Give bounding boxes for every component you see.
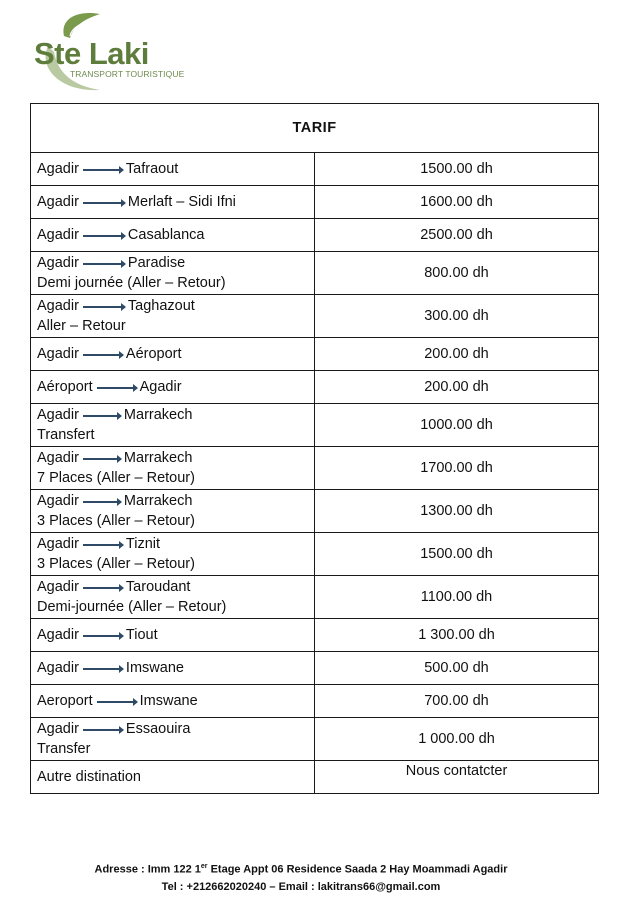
table-row: [31, 652, 599, 685]
route-cell: [31, 404, 315, 447]
arrow-right-icon: [83, 544, 123, 546]
route-to: Casablanca: [127, 227, 205, 243]
route-line: [37, 534, 308, 554]
table-row: [31, 186, 599, 219]
price-cell: 1600.00 dh: [315, 186, 599, 219]
route-line: [37, 719, 308, 739]
table-row: [31, 761, 599, 794]
route-from: Agadir: [37, 227, 79, 243]
route-cell: [31, 153, 315, 186]
arrow-right-icon: [83, 202, 125, 204]
route-line: [37, 448, 308, 468]
table-row: [31, 685, 599, 718]
logo-name: Ste Laki: [34, 36, 149, 71]
price-cell: 200.00 dh: [315, 338, 599, 371]
route-to: Tiznit: [125, 536, 161, 552]
arrow-right-icon: [83, 668, 123, 670]
table-row: [31, 619, 599, 652]
route-to: Aéroport: [125, 346, 182, 362]
route-note: 3 Places (Aller – Retour): [37, 556, 195, 572]
route-from: Agadir: [37, 255, 79, 271]
route-to: Taghazout: [127, 298, 195, 314]
route-to: Imswane: [139, 693, 198, 709]
route-line: [37, 296, 308, 316]
route-line: [37, 625, 308, 645]
footer-address: [0, 858, 602, 879]
route-line: [37, 159, 308, 179]
price-cell: 2500.00 dh: [315, 219, 599, 252]
route-note: Aller – Retour: [37, 318, 126, 334]
route-cell: [31, 718, 315, 761]
route-cell: [31, 252, 315, 295]
table-row: [31, 252, 599, 295]
route-from: Agadir: [37, 721, 79, 737]
table-row: [31, 533, 599, 576]
tariff-title: TARIF: [31, 104, 599, 153]
route-from: Agadir: [37, 579, 79, 595]
arrow-right-icon: [83, 354, 123, 356]
price-cell: 1300.00 dh: [315, 490, 599, 533]
company-logo: [30, 6, 200, 96]
route-cell: [31, 295, 315, 338]
table-row: [31, 490, 599, 533]
route-from: Agadir: [37, 346, 79, 362]
table-row: [31, 338, 599, 371]
price-cell: 1 000.00 dh: [315, 718, 599, 761]
route-line: [37, 491, 308, 511]
price-cell: 1500.00 dh: [315, 153, 599, 186]
arrow-right-icon: [83, 501, 121, 503]
table-row: [31, 404, 599, 447]
route-to: Taroudant: [125, 579, 191, 595]
route-line: [37, 225, 308, 245]
route-cell: [31, 685, 315, 718]
route-from: Agadir: [37, 536, 79, 552]
route-from: Aeroport: [37, 693, 93, 709]
route-note: 7 Places (Aller – Retour): [37, 470, 195, 486]
route-line: [37, 691, 308, 711]
footer-contact: Tel : +212662020240 – Email : lakitrans66@gmail.com: [161, 880, 441, 893]
route-to: Marrakech: [123, 450, 193, 466]
price-cell: 800.00 dh: [315, 252, 599, 295]
route-to: Marrakech: [123, 493, 193, 509]
table-row: [31, 447, 599, 490]
price-cell: 300.00 dh: [315, 295, 599, 338]
arrow-right-icon: [83, 635, 123, 637]
price-cell: 1 300.00 dh: [315, 619, 599, 652]
route-line: [37, 405, 308, 425]
route-line: [37, 377, 308, 397]
route-note: Demi journée (Aller – Retour): [37, 275, 226, 291]
route-to: Essaouira: [125, 721, 191, 737]
table-row: [31, 219, 599, 252]
arrow-right-icon: [83, 729, 123, 731]
route-note: Transfert: [37, 427, 95, 443]
route-to: Agadir: [139, 379, 182, 395]
route-cell: [31, 576, 315, 619]
price-cell: 500.00 dh: [315, 652, 599, 685]
route-to: Merlaft – Sidi Ifni: [127, 194, 236, 210]
route-cell: [31, 338, 315, 371]
route-cell: [31, 652, 315, 685]
price-cell: 1100.00 dh: [315, 576, 599, 619]
route-line: [37, 658, 308, 678]
footer-address-prefix: Adresse : Imm 122 1: [94, 863, 201, 876]
price-cell: 700.00 dh: [315, 685, 599, 718]
route-from: Agadir: [37, 298, 79, 314]
footer-address-suffix: Etage Appt 06 Residence Saada 2 Hay Moammadi Agadir: [207, 863, 508, 876]
route-from: Agadir: [37, 161, 79, 177]
route-cell: [31, 490, 315, 533]
route-cell: [31, 186, 315, 219]
arrow-right-icon: [83, 458, 121, 460]
route-to: Tiout: [125, 627, 158, 643]
route-from: Agadir: [37, 194, 79, 210]
route-line: [37, 344, 308, 364]
arrow-right-icon: [97, 701, 137, 703]
route-cell: [31, 219, 315, 252]
arrow-right-icon: [83, 169, 123, 171]
route-note: Transfer: [37, 741, 91, 757]
route-cell: [31, 533, 315, 576]
route-note: Demi-journée (Aller – Retour): [37, 599, 227, 615]
route-to: Imswane: [125, 660, 184, 676]
arrow-right-icon: [83, 235, 125, 237]
price-cell: 200.00 dh: [315, 371, 599, 404]
route-from: Aéroport: [37, 379, 93, 395]
route-to: Paradise: [127, 255, 186, 271]
route-from: Agadir: [37, 493, 79, 509]
arrow-right-icon: [83, 415, 121, 417]
table-row: [31, 371, 599, 404]
route-cell: [31, 447, 315, 490]
table-row: [31, 576, 599, 619]
price-cell: 1000.00 dh: [315, 404, 599, 447]
route-cell: [31, 371, 315, 404]
tariff-table: [30, 103, 599, 794]
table-row: [31, 718, 599, 761]
route-from: Agadir: [37, 627, 79, 643]
price-cell: 1500.00 dh: [315, 533, 599, 576]
other-destination-label: Autre distination: [31, 761, 315, 794]
price-cell: 1700.00 dh: [315, 447, 599, 490]
table-row: [31, 295, 599, 338]
route-to: Marrakech: [123, 407, 193, 423]
route-line: [37, 577, 308, 597]
route-from: Agadir: [37, 660, 79, 676]
arrow-right-icon: [83, 306, 125, 308]
arrow-right-icon: [83, 263, 125, 265]
logo-tagline: TRANSPORT TOURISTIQUE: [70, 69, 185, 79]
route-from: Agadir: [37, 407, 79, 423]
route-from: Agadir: [37, 450, 79, 466]
contact-us-cell: Nous contatcter: [315, 761, 599, 794]
arrow-right-icon: [97, 387, 137, 389]
route-line: [37, 192, 308, 212]
route-note: 3 Places (Aller – Retour): [37, 513, 195, 529]
route-to: Tafraout: [125, 161, 179, 177]
table-row: [31, 153, 599, 186]
footer: [0, 858, 602, 896]
arrow-right-icon: [83, 587, 123, 589]
route-line: [37, 253, 308, 273]
footer-address-sup: er: [200, 863, 208, 870]
route-cell: [31, 619, 315, 652]
